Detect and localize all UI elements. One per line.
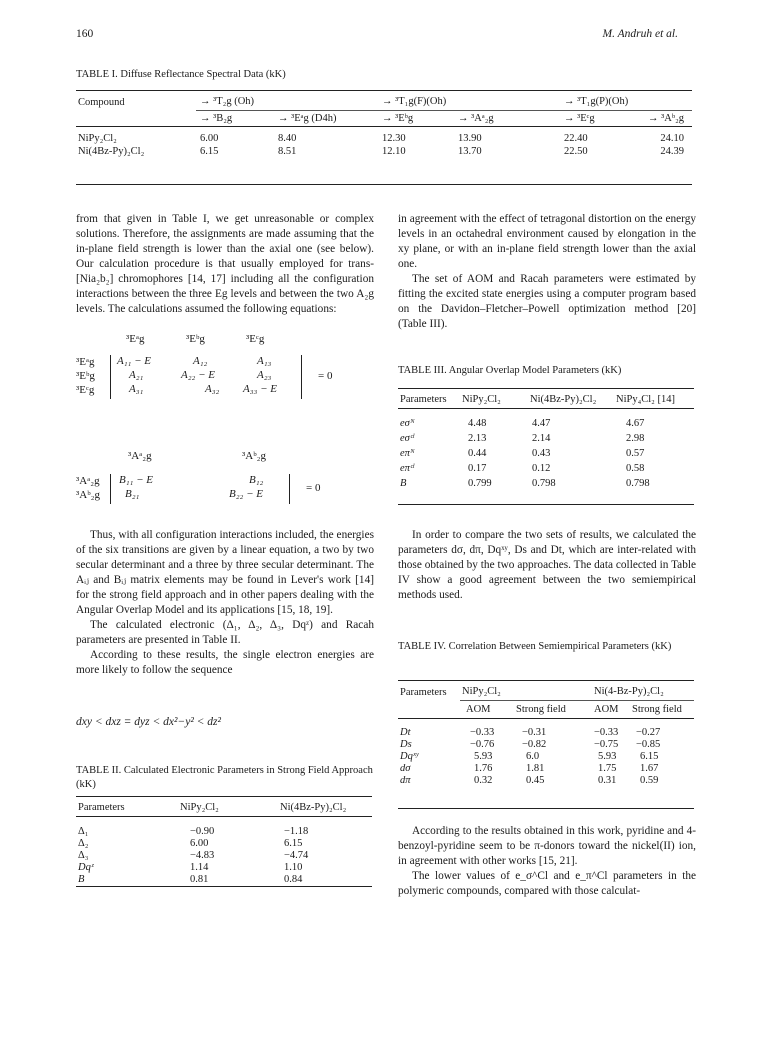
table4-cell: 1.76 bbox=[474, 762, 493, 774]
table3-cell: 0.44 bbox=[468, 448, 487, 459]
table4-param: dσ bbox=[400, 762, 411, 774]
table4-cell: −0.75 bbox=[594, 738, 619, 750]
table4 bbox=[398, 684, 694, 786]
table3-cell: 4.67 bbox=[626, 418, 645, 429]
table2-top-rule bbox=[76, 796, 372, 797]
right-para-5: The lower values of e_σ^Cl and e_π^Cl parameters in the polymeric compounds, compared with those calculat- bbox=[398, 870, 696, 898]
table1-group3: → ³T₁g(P)(Oh) bbox=[564, 96, 629, 108]
table2-cell: 6.00 bbox=[190, 837, 209, 849]
table1-group2: → ³T₁g(F)(Oh) bbox=[382, 96, 447, 108]
eq1-cell: A₂₃ bbox=[257, 369, 272, 381]
table4-col-params: Parameters bbox=[400, 686, 447, 698]
table3-param: eπᶜˡ bbox=[400, 463, 415, 474]
table2-cell: 0.84 bbox=[284, 873, 303, 885]
table1-caption: TABLE I. Diffuse Reflectance Spectral Data (kK) bbox=[76, 69, 286, 80]
table4-cell: 1.81 bbox=[526, 762, 545, 774]
table2-caption: TABLE II. Calculated Electronic Parameters in Strong Field Approach (kK) bbox=[76, 765, 373, 790]
table3-cell: 0.57 bbox=[626, 448, 645, 459]
table1-cell: 6.00 bbox=[200, 133, 219, 144]
eq1-head: ³Eᶜg bbox=[246, 333, 265, 345]
table1-bottom-rule bbox=[76, 184, 692, 185]
eq1-cell: A₃₃ − E bbox=[243, 383, 278, 395]
eq1-cell: A₂₁ bbox=[129, 369, 144, 381]
table4-param: Ds bbox=[400, 738, 412, 750]
table2-cell: 6.15 bbox=[284, 837, 303, 849]
table4-cell: 0.59 bbox=[640, 774, 659, 786]
table1-cell: 6.15 bbox=[200, 146, 219, 157]
left-col-text-1 bbox=[76, 212, 374, 317]
table1-cell: 12.30 bbox=[382, 133, 406, 144]
eq1-rowlabels bbox=[76, 355, 95, 397]
eq1-head: ³Eᵇg bbox=[186, 333, 205, 345]
table3-cell: 2.14 bbox=[532, 433, 551, 444]
table1-cell: 13.90 bbox=[458, 133, 482, 144]
eq1-cell: A₃₁ bbox=[129, 383, 144, 395]
table3-header: NiPy₄Cl₂ [14] bbox=[616, 394, 675, 406]
table1-group1: → ³T₂g (Oh) bbox=[200, 96, 255, 108]
table4-cell: −0.82 bbox=[522, 738, 547, 750]
table1-sub: → ³B₂g bbox=[196, 110, 276, 126]
table2-cell: −1.18 bbox=[284, 825, 309, 837]
table4-top-rule bbox=[398, 680, 694, 681]
table3-header: NiPy₂Cl₂ bbox=[462, 394, 501, 406]
eq2-cell: B₂₁ bbox=[125, 488, 140, 500]
running-head: M. Andruh et al. bbox=[602, 28, 678, 40]
table1-compound: Ni(4Bz-Py)₂Cl₂ bbox=[78, 146, 145, 157]
table3-cell: 0.17 bbox=[468, 463, 487, 474]
table4-cell: 6.15 bbox=[640, 750, 659, 762]
table4-cell: −0.33 bbox=[594, 726, 619, 738]
right-para-3: In order to compare the two sets of results, we calculated the parameters dσ, dπ, Dqˣʸ, Ds and Dt, which are inter-related with those obtained by the two approaches. The data collected in Table IV show a good agreement between the two semiempirical methods used. bbox=[398, 529, 696, 602]
table3-cell: 0.43 bbox=[532, 448, 551, 459]
table4-cell: 0.31 bbox=[598, 774, 617, 786]
table4-sub: AOM bbox=[586, 700, 630, 718]
table2-cell: −4.83 bbox=[190, 849, 215, 861]
eq2-rhs: = 0 bbox=[306, 482, 321, 494]
table3-caption: TABLE III. Angular Overlap Model Parameters (kK) bbox=[398, 365, 622, 376]
table1-cell: 22.40 bbox=[564, 133, 588, 144]
eq1-rowlabel: ³Eᶜg bbox=[76, 384, 95, 396]
table4-param: Dqˣʸ bbox=[400, 750, 419, 762]
table4-sub: Strong field bbox=[630, 700, 694, 718]
left-para-4: According to these results, the single electron energies are more likely to follow the sequence bbox=[76, 649, 374, 677]
table1-cell: 8.51 bbox=[278, 146, 297, 157]
eq2-determinant bbox=[110, 474, 290, 504]
table1-col-compound: Compound bbox=[78, 96, 125, 108]
right-para-2: The set of AOM and Racah parameters were estimated by fitting the excited state energies using a computer program based on the Davidon–Fletcher–Powell optimization method [20] (Table III). bbox=[398, 273, 696, 331]
table2-param: Dqᶻ bbox=[78, 861, 94, 873]
table4-cell: 6.0 bbox=[526, 750, 540, 762]
table1 bbox=[76, 94, 692, 158]
eq2-head: ³Aᵃ₂g bbox=[128, 450, 152, 462]
table4-cell: 1.75 bbox=[598, 762, 617, 774]
table3-cell: 0.798 bbox=[532, 478, 556, 489]
table4-cell: 0.32 bbox=[474, 774, 493, 786]
table3-param: B bbox=[400, 478, 407, 489]
table2-header: NiPy₂Cl₂ bbox=[180, 802, 219, 814]
left-para-3: The calculated electronic (Δ₁, Δ₂, Δ₃, Dqᶻ) and Racah parameters are presented in Table II. bbox=[76, 619, 374, 647]
eq1-rhs: = 0 bbox=[318, 370, 333, 382]
eq1-head: ³Eᵃg bbox=[126, 333, 145, 345]
table1-cell: 24.10 bbox=[660, 133, 684, 144]
eq1-rowlabel: ³Eᵃg bbox=[76, 356, 95, 368]
table4-cell: −0.85 bbox=[636, 738, 661, 750]
table4-group2: Ni(4-Bz-Py)₂Cl₂ bbox=[594, 686, 664, 698]
table1-sub: → ³Eᵇg bbox=[380, 110, 456, 126]
equation-2x2 bbox=[76, 450, 374, 510]
table4-caption: TABLE IV. Correlation Between Semiempirical Parameters (kK) bbox=[398, 641, 672, 652]
table4-param: Dt bbox=[400, 726, 411, 738]
eq1-determinant bbox=[110, 355, 302, 399]
table2-cell: −4.74 bbox=[284, 849, 309, 861]
table2-bottom-rule bbox=[76, 886, 372, 887]
table2-param: B bbox=[78, 873, 85, 885]
table2-param: Δ₃ bbox=[78, 849, 89, 861]
table1-top-rule bbox=[76, 90, 692, 91]
table2-cell: −0.90 bbox=[190, 825, 215, 837]
eq1-cell: A₃₂ bbox=[205, 383, 220, 395]
left-para-1: from that given in Table I, we get unreasonable or complex solutions. Therefore, the assignments are made assuming that the in-plane field strength is lower than the axial one (see below). Our calculation procedure is that usually employed for trans-[Nia₂b₂] chromophores [14, 17] including all the configuration interactions between the three Eg levels and between the two A₂g levels. The calculations assumed the following equations: bbox=[76, 213, 374, 316]
table2-cell: 0.81 bbox=[190, 873, 209, 885]
right-col-text-1 bbox=[398, 212, 696, 332]
table1-compound: NiPy₂Cl₂ bbox=[78, 133, 117, 144]
table3-cell: 4.47 bbox=[532, 418, 551, 429]
table3-cell: 0.58 bbox=[626, 463, 645, 474]
eq1-cell: A₁₂ bbox=[193, 355, 208, 367]
table3-cell: 4.48 bbox=[468, 418, 487, 429]
table1-cell: 12.10 bbox=[382, 146, 406, 157]
eq1-rowlabel: ³Eᵇg bbox=[76, 370, 95, 382]
table4-cell: 5.93 bbox=[474, 750, 493, 762]
table3-cell: 2.13 bbox=[468, 433, 487, 444]
table1-sub: → ³Eᵃg (D4h) bbox=[276, 110, 380, 126]
table3-param: eσᴺ bbox=[400, 418, 415, 429]
table3-cell: 0.798 bbox=[626, 478, 650, 489]
table4-param: dπ bbox=[400, 774, 411, 786]
table3-header: Parameters bbox=[400, 394, 447, 406]
table4-cell: 1.67 bbox=[640, 762, 659, 774]
eq2-cell: B₁₁ − E bbox=[119, 474, 154, 486]
left-para-2: Thus, with all configuration interactions included, the energies of the six transitions are given by a linear equation, a two by two secular determinant and a three by three secular determinant. The Aᵢⱼ and Bᵢⱼ matrix elements may be found in Lever's work [14] for the strong field approach and in other papers dealing with the Angular Overlap Model and its applications [15, 18, 19]. bbox=[76, 529, 374, 617]
table2-cell: 1.10 bbox=[284, 861, 303, 873]
eq2-rowlabel: ³Aᵇ₂g bbox=[76, 489, 100, 501]
eq2-cell: B₂₂ − E bbox=[229, 488, 264, 500]
table2-header: Parameters bbox=[78, 802, 125, 814]
table4-sub: AOM bbox=[460, 700, 514, 718]
table3-cell: 2.98 bbox=[626, 433, 645, 444]
table2-header: Ni(4Bz-Py)₂Cl₂ bbox=[280, 802, 347, 814]
table2-cell: 1.14 bbox=[190, 861, 209, 873]
eq2-cell: B₁₂ bbox=[249, 474, 264, 486]
table1-sub: → ³Aᵃ₂g bbox=[456, 110, 562, 126]
table3-top-rule bbox=[398, 388, 694, 389]
table1-cell: 13.70 bbox=[458, 146, 482, 157]
table4-bottom-rule bbox=[398, 808, 694, 809]
table4-group1: NiPy₂Cl₂ bbox=[462, 686, 501, 698]
eq2-rowlabel: ³Aᵃ₂g bbox=[76, 475, 100, 487]
orbital-sequence: dxy < dxz = dyz < dx²−y² < dz² bbox=[76, 716, 221, 728]
table1-cell: 8.40 bbox=[278, 133, 297, 144]
table4-cell: −0.76 bbox=[470, 738, 495, 750]
table3-bottom-rule bbox=[398, 504, 694, 505]
table4-cell: 0.45 bbox=[526, 774, 545, 786]
table3-param: eσᶜˡ bbox=[400, 433, 415, 444]
table4-cell: −0.27 bbox=[636, 726, 661, 738]
table3-cell: 0.799 bbox=[468, 478, 492, 489]
table4-cell: 5.93 bbox=[598, 750, 617, 762]
right-para-4: According to the results obtained in this work, pyridine and 4-benzoyl-pyridine seem to be π-donors toward the nickel(II) ion, in agreement with other works [15, 21]. bbox=[398, 825, 696, 868]
eq1-cell: A₂₂ − E bbox=[181, 369, 216, 381]
table1-sub: → ³Eᶜg bbox=[562, 110, 638, 126]
right-para-1: in agreement with the effect of tetragonal distortion on the energy levels in an octahedral environment caused by elongation in the xy plane, or with an in-plane field strength lower than the axial one. bbox=[398, 213, 696, 271]
table2-param: Δ₂ bbox=[78, 837, 89, 849]
right-col-text-2 bbox=[398, 528, 696, 603]
eq2-rowlabels bbox=[76, 474, 100, 502]
table3-param: eπᴺ bbox=[400, 448, 415, 459]
table4-sub: Strong field bbox=[514, 700, 586, 718]
table4-cell: −0.31 bbox=[522, 726, 547, 738]
table3-cell: 0.12 bbox=[532, 463, 551, 474]
table4-cell: −0.33 bbox=[470, 726, 495, 738]
table3-header: Ni(4Bz-Py)₂Cl₂ bbox=[530, 394, 597, 406]
equation-3x3 bbox=[76, 333, 374, 433]
page-number: 160 bbox=[76, 28, 94, 40]
table1-cell: 24.39 bbox=[660, 146, 684, 157]
table1-cell: 22.50 bbox=[564, 146, 588, 157]
table2-param: Δ₁ bbox=[78, 825, 89, 837]
eq1-cell: A₁₁ − E bbox=[117, 355, 152, 367]
eq2-head: ³Aᵇ₂g bbox=[242, 450, 266, 462]
eq1-cell: A₁₃ bbox=[257, 355, 272, 367]
table1-sub: → ³Aᵇ₂g bbox=[638, 110, 692, 126]
left-col-text-2 bbox=[76, 528, 374, 678]
table3 bbox=[398, 392, 694, 491]
table2 bbox=[76, 800, 372, 885]
right-col-text-3 bbox=[398, 824, 696, 899]
